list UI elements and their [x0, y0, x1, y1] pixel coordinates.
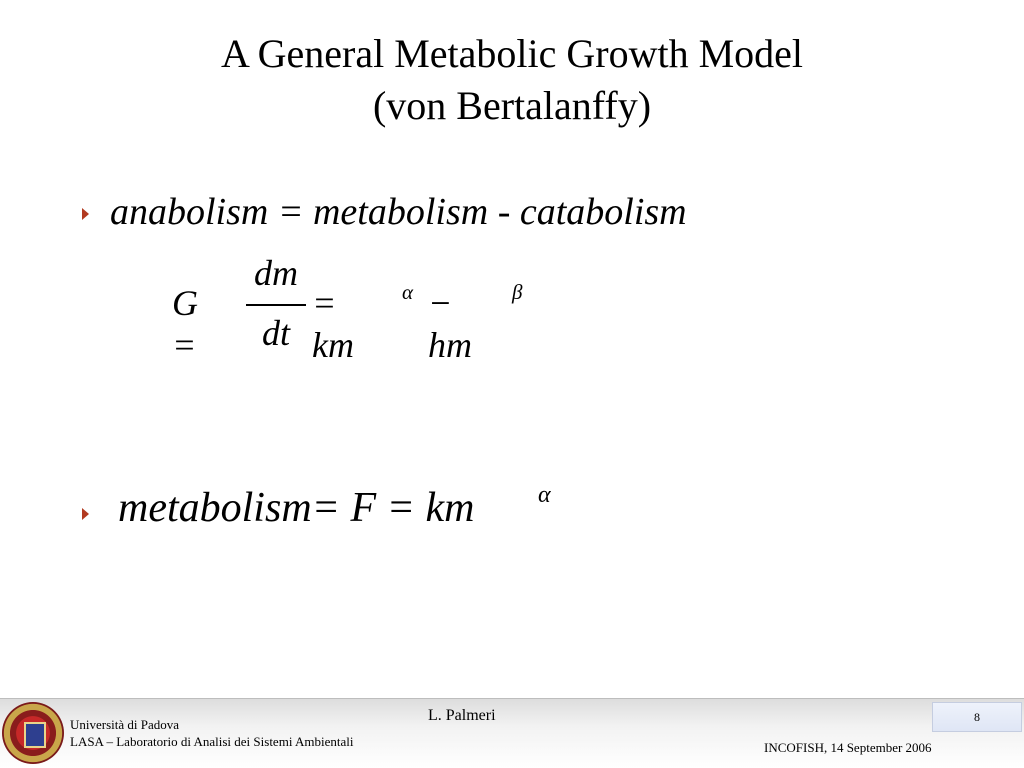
footer-conference: INCOFISH, 14 September 2006	[764, 740, 932, 755]
footer-institution	[70, 716, 353, 750]
title-line-2: (von Bertalanffy)	[372, 83, 652, 128]
eq1-rhs2: − hm	[428, 283, 472, 365]
eq1-alpha-exponent: α	[402, 280, 414, 304]
eq1-rhs1: = km	[312, 283, 354, 365]
title-line-1: A General Metabolic Growth Model	[220, 31, 804, 76]
eq1-numerator: dm	[254, 253, 298, 293]
eq1-beta-exponent: β	[512, 280, 523, 304]
eq1-lhs: G =	[172, 283, 198, 365]
bullet-arrow-icon	[82, 508, 89, 520]
seal-emblem	[24, 722, 46, 748]
university-seal-logo	[2, 702, 64, 764]
fraction-bar	[246, 304, 306, 306]
eq2-alpha-exponent: α	[538, 482, 551, 508]
metabolism-equation: metabolism= F = km	[118, 485, 475, 531]
slide-title	[0, 28, 1024, 132]
lab-name: LASA – Laboratorio di Analisi dei Sistemi Ambientali	[70, 734, 354, 749]
eq1-denominator: dt	[261, 313, 290, 353]
footer-author: L. Palmeri	[428, 707, 496, 724]
page-number: 8	[932, 702, 1022, 732]
university-name: Università di Padova	[70, 717, 180, 732]
bullet-arrow-icon	[82, 208, 89, 220]
bullet-anabolism: anabolism = metabolism - catabolism	[110, 191, 687, 233]
footer-divider	[0, 698, 1024, 699]
